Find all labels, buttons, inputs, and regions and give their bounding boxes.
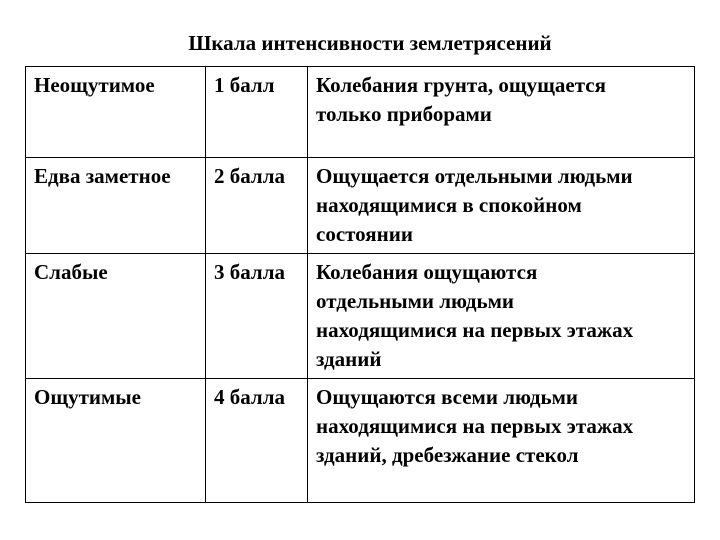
intensity-description-cell: [308, 67, 695, 158]
intensity-description-text: Колебания ощущаются отдельными людьми находящимися на первых этажах зданий: [316, 260, 634, 371]
intensity-score-cell: 1 балл: [206, 67, 308, 158]
intensity-score-cell: 3 балла: [206, 254, 308, 379]
intensity-name-cell: Ощутимые: [26, 379, 206, 503]
intensity-score-cell: 4 балла: [206, 379, 308, 503]
intensity-scale-table: [25, 66, 695, 503]
intensity-score-cell: 2 балла: [206, 158, 308, 254]
table-row: [26, 158, 695, 254]
intensity-name-cell: Неощутимое: [26, 67, 206, 158]
page-title: Шкала интенсивности землетрясений: [188, 31, 552, 55]
intensity-description-cell: [308, 254, 695, 379]
intensity-description-cell: [308, 379, 695, 503]
intensity-description-text: Ощущается отдельными людьми находящимися в спокойном состоянии: [316, 164, 633, 246]
table-row: [26, 379, 695, 503]
intensity-description-text: Ощущаются всеми людьми находящимися на первых этажах зданий, дребезжание стекол: [316, 385, 634, 467]
table-row: [26, 67, 695, 158]
intensity-description-text: Колебания грунта, ощущается только приборами: [316, 73, 606, 126]
intensity-name-cell: Едва заметное: [26, 158, 206, 254]
table-row: [26, 254, 695, 379]
intensity-description-cell: [308, 158, 695, 254]
intensity-name-cell: Слабые: [26, 254, 206, 379]
